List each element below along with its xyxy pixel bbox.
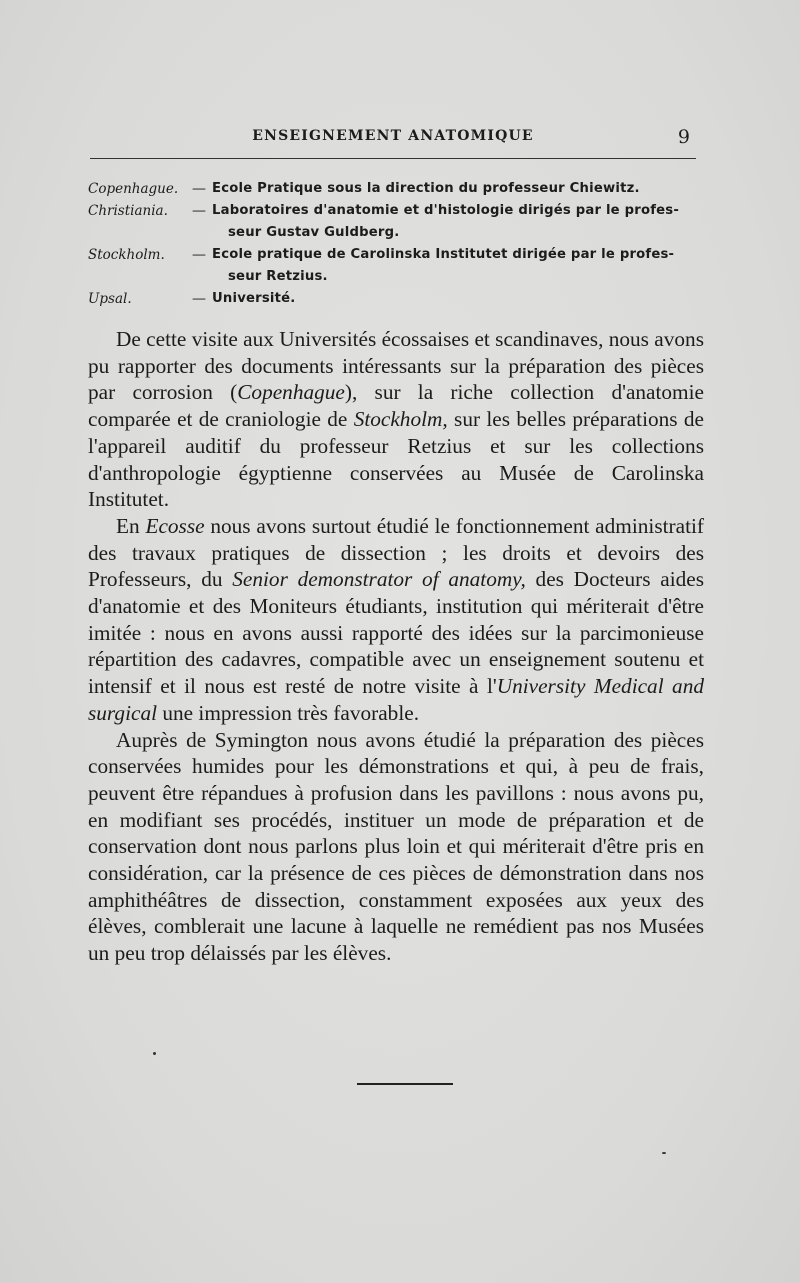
text-run: nous avons surtout étudié le fonctionnement administratif des travaux pratiques de dissection ; les droits et devoirs des Professeurs, du [88, 513, 704, 592]
list-item-desc [212, 178, 708, 200]
italic-run: University Medical and surgical [88, 674, 704, 725]
text-run: une impression très favorable. [157, 700, 420, 725]
list-item-desc-text: Laboratoires d'anatomie et d'histologie dirigés par le profes- [212, 203, 680, 218]
list-item-city: Copenhague. [88, 181, 179, 197]
list-item-city: Stockholm. [88, 247, 165, 263]
header-title: ENSEIGNEMENT ANATOMIQUE [252, 128, 534, 144]
body-text [88, 326, 704, 967]
running-header [90, 128, 696, 152]
list-item-dash: — [192, 247, 206, 263]
header-rule [90, 158, 696, 159]
institution-list [88, 178, 708, 310]
list-item-desc-text: Université. [212, 291, 296, 306]
paragraph-2 [88, 513, 704, 727]
list-item-desc [212, 244, 708, 288]
end-rule [357, 1083, 453, 1085]
list-item-desc-continuation: seur Gustav Guldberg. [228, 225, 400, 240]
list-item-desc-text: Ecole Pratique sous la direction du professeur Chiewitz. [212, 181, 640, 196]
text-run: En [116, 513, 146, 538]
paragraph-1 [88, 326, 704, 513]
list-item-desc [212, 288, 708, 310]
list-item-desc [212, 200, 708, 244]
list-item [88, 244, 708, 288]
list-item-city: Christiania. [88, 203, 168, 219]
ink-speck [662, 1152, 666, 1154]
list-item [88, 288, 708, 310]
italic-run: Ecosse [145, 513, 205, 538]
list-item-dash: — [192, 291, 206, 307]
italic-run: Copenhague [237, 380, 345, 405]
text-run: ), sur la riche collection d'anatomie comparée et de craniologie de [88, 380, 704, 432]
italic-run: Stockholm, [353, 407, 448, 432]
list-item [88, 200, 708, 244]
text-run: des Docteurs aides d'anatomie et des Moniteurs étudiants, institution qui mériterait d'être imitée : nous en avons aussi rapporté des idées sur la parcimonieuse répartition des cadavres, compatible avec un enseignement soutenu et intensif et il nous est resté de notre visite à l' [88, 567, 704, 699]
italic-run: Senior demonstrator of anatomy, [232, 567, 526, 592]
list-item-dash: — [192, 181, 206, 197]
text-run: Auprès de Symington nous avons étudié la préparation des pièces conservées humides pour les démonstrations et qui, à peu de frais, peuvent être répandues à profusion dans les pavillons : nous avons pu, en modifiant ses procédés, instituer un mode de préparation et de conservation dont nous parlons plus loin et qui mériterait d'être pris en considération, car la présence de ces pièces de démonstration dans nos amphithéâtres de dissection, constamment exposées aux yeux des élèves, comblerait une lacune à laquelle ne remédient pas nos Musées un peu trop délaissés par les élèves. [88, 727, 704, 966]
page-number: 9 [677, 126, 690, 148]
list-item-desc-text: Ecole pratique de Carolinska Institutet dirigée par le profes- [212, 247, 675, 262]
text-run: sur les belles préparations de l'appareil auditif du professeur Retzius et sur les collections d'anthropologie égyptienne conservées au Musée de Carolinska Institutet. [88, 407, 704, 512]
text-run: De cette visite aux Universités écossaises et scandinaves, nous avons pu rapporter des documents intéressants sur la préparation des pièces par corrosion ( [88, 327, 704, 405]
list-item [88, 178, 708, 200]
paragraph-3 [88, 727, 704, 967]
list-item-desc-continuation: seur Retzius. [228, 269, 328, 284]
list-item-dash: — [192, 203, 206, 219]
ink-speck [153, 1052, 156, 1055]
list-item-city: Upsal. [88, 291, 132, 307]
